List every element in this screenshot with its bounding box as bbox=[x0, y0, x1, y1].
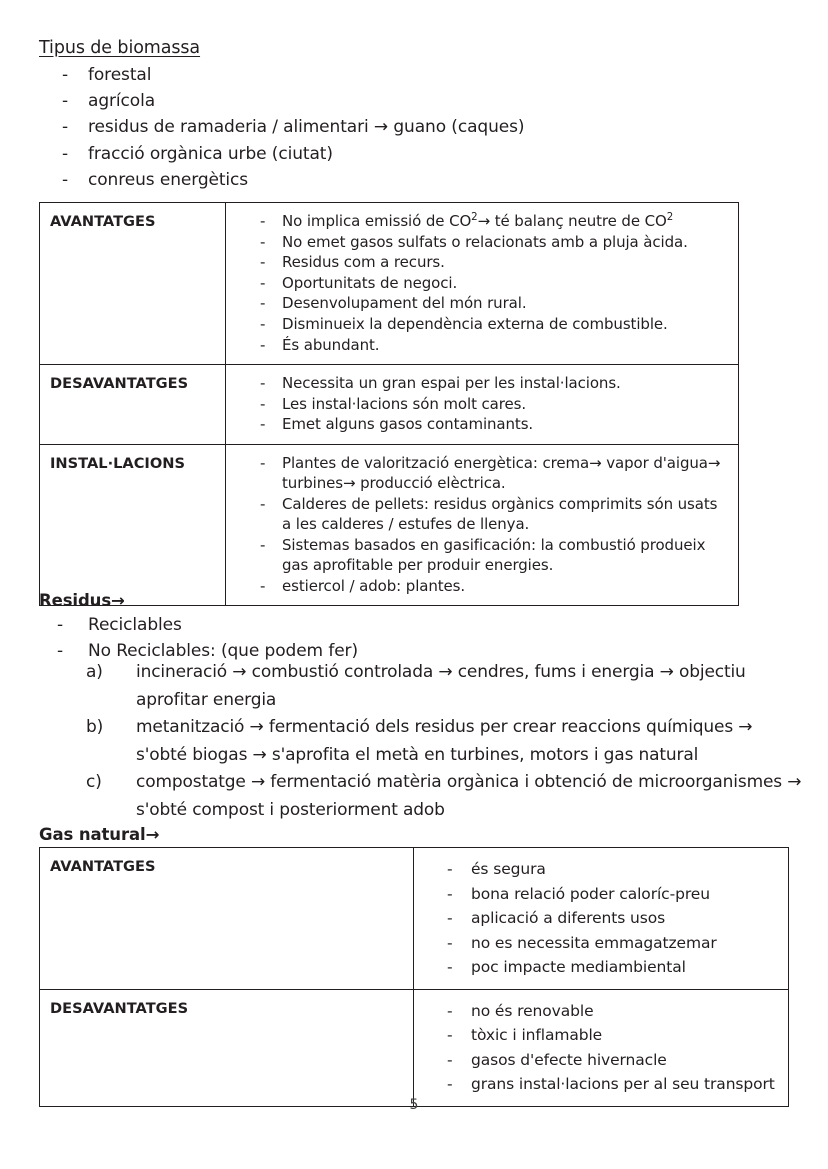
gas-natural-table bbox=[39, 847, 789, 1107]
dash-bullet: - bbox=[447, 860, 453, 878]
biomassa-table bbox=[39, 202, 739, 606]
list-item-label: No Reciclables: (que podem fer) bbox=[88, 641, 358, 662]
dash-bullet: - bbox=[447, 958, 453, 976]
dash-bullet: - bbox=[260, 314, 266, 333]
dash-bullet: - bbox=[260, 253, 266, 272]
list-item bbox=[414, 999, 778, 1024]
list-item bbox=[414, 906, 778, 931]
list-item bbox=[226, 414, 728, 435]
dash-bullet: - bbox=[57, 641, 64, 662]
list-item-label: aplicació a diferents usos bbox=[471, 909, 666, 927]
list-item-label: grans instal·lacions per al seu transport bbox=[471, 1075, 775, 1093]
table-row bbox=[40, 848, 789, 990]
dash-bullet: - bbox=[260, 494, 266, 513]
list-item-label: poc impacte mediambiental bbox=[471, 958, 686, 976]
list-item-label: fracció orgànica urbe (ciutat) bbox=[88, 143, 333, 164]
list-item-label: forestal bbox=[88, 65, 152, 85]
list-item bbox=[0, 714, 828, 769]
section-title-gas-natural: Gas natural→ bbox=[39, 825, 160, 844]
list-marker: a) bbox=[86, 662, 103, 682]
list-item-label: No implica emissió de $CO^2\to$ té balanç neutre de $CO^2$ bbox=[282, 212, 674, 230]
list-item bbox=[226, 335, 728, 356]
row-content bbox=[226, 444, 739, 606]
row-label: DESAVANTATGES bbox=[40, 989, 414, 1106]
cell-list bbox=[226, 453, 728, 597]
section-title-residus: Residus→ bbox=[39, 591, 125, 610]
list-item-label: És abundant. bbox=[282, 335, 380, 354]
list-item-label: Reciclables bbox=[88, 615, 182, 635]
dash-bullet: - bbox=[260, 273, 266, 292]
list-item bbox=[414, 931, 778, 956]
list-item-label: Disminueix la dependència externa de combustible. bbox=[282, 314, 668, 333]
dash-bullet: - bbox=[447, 1050, 453, 1069]
list-item-label: Necessita un gran espai per les instal·lacions. bbox=[282, 374, 621, 393]
list-item bbox=[226, 293, 728, 314]
dash-bullet: - bbox=[260, 374, 266, 393]
dash-bullet: - bbox=[260, 294, 266, 313]
dash-bullet: - bbox=[260, 335, 266, 354]
list-item bbox=[414, 955, 778, 980]
row-content bbox=[414, 848, 789, 990]
list-item-label: Desenvolupament del món rural. bbox=[282, 294, 527, 313]
cell-list bbox=[414, 999, 778, 1097]
page-title-biomassa: Tipus de biomassa bbox=[39, 38, 201, 58]
dash-bullet: - bbox=[62, 169, 69, 190]
list-marker: b) bbox=[86, 717, 104, 737]
list-item bbox=[226, 394, 728, 415]
list-item-label: tòxic i inflamable bbox=[471, 1026, 603, 1044]
list-item bbox=[226, 314, 728, 335]
dash-bullet: - bbox=[260, 415, 266, 434]
list-item-label: incineració → combustió controlada → cendres, fums i energia → objectiu aprofitar energia bbox=[136, 662, 746, 710]
dash-bullet: - bbox=[62, 65, 69, 85]
dash-bullet: - bbox=[447, 1075, 453, 1093]
list-item bbox=[414, 857, 778, 882]
row-label: DESAVANTATGES bbox=[40, 365, 226, 445]
list-item bbox=[226, 232, 728, 253]
dash-bullet: - bbox=[260, 212, 266, 230]
list-item-label: estiercol / adob: plantes. bbox=[282, 576, 466, 595]
list-item-label: Emet alguns gasos contaminants. bbox=[282, 415, 534, 434]
list-item bbox=[226, 576, 728, 597]
list-item-label: no és renovable bbox=[471, 1001, 594, 1020]
table-row bbox=[40, 444, 739, 606]
residus-sublist bbox=[0, 659, 828, 824]
list-item-label: no es necessita emmagatzemar bbox=[471, 933, 717, 952]
row-label: INSTAL·LACIONS bbox=[40, 444, 226, 606]
list-item bbox=[226, 373, 728, 394]
list-item-label: No emet gasos sulfats o relacionats amb a pluja àcida. bbox=[282, 232, 688, 251]
list-item-label: metanització → fermentació dels residus per crear reaccions químiques → s'obté biogas → s'aprofita el metà en turbines, motors i gas natural bbox=[136, 717, 753, 765]
list-item bbox=[226, 252, 728, 273]
list-item bbox=[414, 1023, 778, 1048]
row-content bbox=[226, 365, 739, 445]
list-item-label: Plantes de valorització energètica: crema→ vapor d'aigua→ turbines→ producció elèctrica. bbox=[282, 453, 721, 493]
list-item-label: bona relació poder caloríc-preu bbox=[471, 884, 710, 903]
list-item-label: gasos d'efecte hivernacle bbox=[471, 1050, 667, 1069]
dash-bullet: - bbox=[62, 143, 69, 164]
dash-bullet: - bbox=[57, 615, 64, 635]
dash-bullet: - bbox=[447, 933, 453, 952]
list-item-label: és segura bbox=[471, 860, 546, 878]
list-item bbox=[226, 494, 728, 535]
list-item bbox=[0, 769, 828, 824]
row-label: AVANTATGES bbox=[40, 203, 226, 365]
cell-list bbox=[414, 857, 778, 980]
list-item bbox=[414, 1048, 778, 1073]
page-number: 5 bbox=[409, 1097, 419, 1113]
list-item bbox=[0, 659, 828, 714]
dash-bullet: - bbox=[260, 535, 266, 554]
table-row bbox=[40, 989, 789, 1106]
list-item-label: conreus energètics bbox=[88, 169, 249, 190]
list-item bbox=[226, 535, 728, 576]
list-item-label: Calderes de pellets: residus orgànics comprimits són usats a les calderes / estufes de llenya. bbox=[282, 494, 718, 534]
list-item-label: agrícola bbox=[88, 91, 156, 112]
list-marker: c) bbox=[86, 772, 102, 792]
row-content bbox=[226, 203, 739, 365]
list-item-label: Residus com a recurs. bbox=[282, 253, 445, 272]
dash-bullet: - bbox=[260, 394, 266, 413]
dash-bullet: - bbox=[62, 117, 69, 138]
dash-bullet: - bbox=[260, 232, 266, 251]
list-item-label: compostatge → fermentació matèria orgànica i obtenció de microorganismes → s'obté compost i posteriorment adob bbox=[136, 772, 802, 820]
row-content bbox=[414, 989, 789, 1106]
table-row bbox=[40, 365, 739, 445]
dash-bullet: - bbox=[447, 909, 453, 927]
list-item-label: Les instal·lacions són molt cares. bbox=[282, 394, 527, 413]
table-row bbox=[40, 203, 739, 365]
list-item-label: Sistemas basados en gasificación: la combustió produeix gas aprofitable per produir energies. bbox=[282, 535, 706, 575]
list-item bbox=[414, 882, 778, 907]
list-item bbox=[226, 211, 728, 232]
row-label: AVANTATGES bbox=[40, 848, 414, 990]
list-item-label: Oportunitats de negoci. bbox=[282, 273, 458, 292]
list-item-label: residus de ramaderia / alimentari → guano (caques) bbox=[88, 117, 525, 138]
cell-list bbox=[226, 373, 728, 435]
dash-bullet: - bbox=[447, 884, 453, 903]
list-item bbox=[414, 1072, 778, 1097]
dash-bullet: - bbox=[260, 453, 266, 472]
dash-bullet: - bbox=[62, 91, 69, 112]
list-item bbox=[226, 453, 728, 494]
dash-bullet: - bbox=[260, 576, 266, 595]
dash-bullet: - bbox=[447, 1001, 453, 1020]
cell-list bbox=[226, 211, 728, 355]
list-item bbox=[226, 273, 728, 294]
dash-bullet: - bbox=[447, 1026, 453, 1044]
